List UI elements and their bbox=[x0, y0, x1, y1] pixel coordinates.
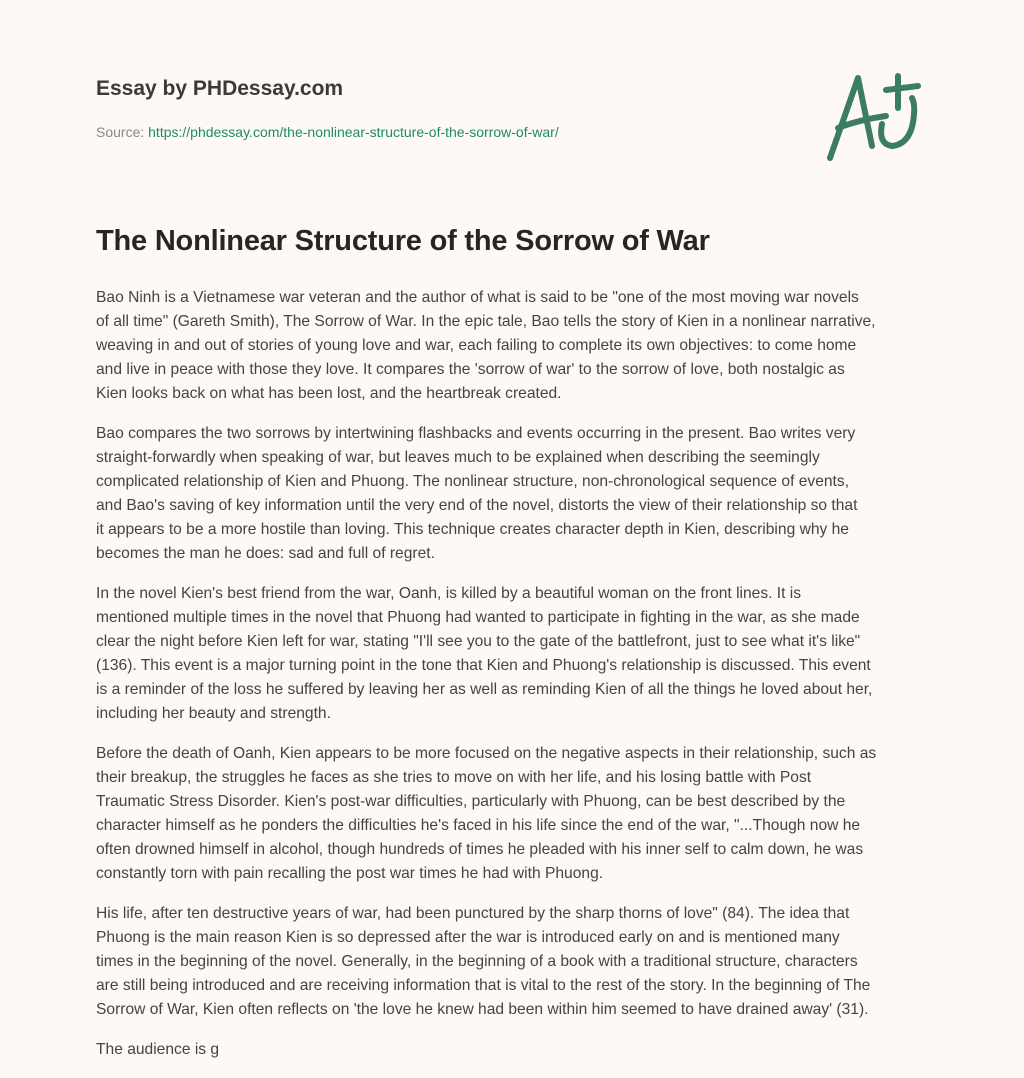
paragraph-line: are still being introduced and are receiving information that is vital to the rest of the story. In the beginning of The bbox=[96, 977, 871, 994]
paragraph-line: His life, after ten destructive years of war, had been punctured by the sharp thorns of love" (84). The idea that bbox=[96, 905, 850, 922]
article-body bbox=[96, 286, 956, 1078]
paragraph-line: weaving in and out of stories of young love and war, each failing to complete its own objectives: to come home bbox=[96, 337, 857, 354]
paragraph-line: and Bao's saving of key information until the very end of the novel, distorts the view of their relationship so that bbox=[96, 497, 858, 514]
article-paragraph bbox=[96, 286, 956, 406]
paragraph-line: Sorrow of War, Kien often reflects on 'the love he knew had been within him seemed to have drained away' (31). bbox=[96, 1001, 869, 1018]
paragraph-line: complicated relationship of Kien and Phuong. The nonlinear structure, non-chronological sequence of events, bbox=[96, 473, 850, 490]
paragraph-line: their breakup, the struggles he faces as she tries to move on with her life, and his losing battle with Post bbox=[96, 769, 812, 786]
paragraph-line: straight-forwardly when speaking of war, but leaves much to be explained when describing the seemingly bbox=[96, 449, 820, 466]
paragraph-line: Bao compares the two sorrows by intertwining flashbacks and events occurring in the present. Bao writes very bbox=[96, 425, 856, 442]
paragraph-line: (136). This event is a major turning point in the tone that Kien and Phuong's relationship is discussed. This event bbox=[96, 657, 871, 674]
paragraph-line: is a reminder of the loss he suffered by leaving her as well as reminding Kien of all the things he loved about her, bbox=[96, 681, 873, 698]
paragraph-line: Phuong is the main reason Kien is so depressed after the war is introduced early on and is mentioned many bbox=[96, 929, 840, 946]
article-paragraph bbox=[96, 742, 956, 886]
article-title: The Nonlinear Structure of the Sorrow of War bbox=[96, 225, 710, 257]
article-paragraph bbox=[96, 902, 956, 1022]
source-link[interactable]: https://phdessay.com/the-nonlinear-structure-of-the-sorrow-of-war/ bbox=[148, 124, 559, 140]
paragraph-line: often drowned himself in alcohol, though hundreds of times he pleaded with his inner self to calm down, he was bbox=[96, 841, 864, 858]
paragraph-line: Bao Ninh is a Vietnamese war veteran and the author of what is said to be "one of the most moving war novels bbox=[96, 289, 859, 306]
paragraph-line: it appears to be a more hostile than loving. This technique creates character depth in Kien, describing why he bbox=[96, 521, 849, 538]
paragraph-line: Traumatic Stress Disorder. Kien's post-war difficulties, particularly with Phuong, can be best described by the bbox=[96, 793, 846, 810]
paragraph-line: clear the night before Kien left for war, stating "I'll see you to the gate of the battlefront, just to see what it's like" bbox=[96, 633, 861, 650]
paragraph-line: The audience is g bbox=[96, 1041, 220, 1058]
paragraph-line: of all time" (Gareth Smith), The Sorrow of War. In the epic tale, Bao tells the story of Kien in a nonlinear narrative, bbox=[96, 313, 876, 330]
paragraph-line: In the novel Kien's best friend from the war, Oanh, is killed by a beautiful woman on the front lines. It is bbox=[96, 585, 802, 602]
paragraph-line: and live in peace with those they love. It compares the 'sorrow of war' to the sorrow of love, both nostalgic as bbox=[96, 361, 845, 378]
paragraph-line: mentioned multiple times in the novel that Phuong had wanted to participate in fighting in the war, as she made bbox=[96, 609, 860, 626]
paragraph-line: including her beauty and strength. bbox=[96, 705, 331, 722]
paragraph-line: Before the death of Oanh, Kien appears to be more focused on the negative aspects in their relationship, such as bbox=[96, 745, 877, 762]
paragraph-line: Kien looks back on what has been lost, and the heartbreak created. bbox=[96, 385, 562, 402]
paragraph-line: times in the beginning of the novel. Generally, in the beginning of a book with a traditional structure, characters bbox=[96, 953, 858, 970]
a-plus-logo-icon bbox=[820, 66, 930, 166]
paragraph-line: constantly torn with pain recalling the post war times he had with Phuong. bbox=[96, 865, 604, 882]
paragraph-line: character himself as he ponders the difficulties he's faced in his life since the end of the war, "...Though now he bbox=[96, 817, 861, 834]
article-paragraph bbox=[96, 422, 956, 566]
source-line bbox=[96, 124, 559, 140]
site-brand: Essay by PHDessay.com bbox=[96, 77, 344, 100]
article-paragraph bbox=[96, 1038, 956, 1062]
paragraph-line: becomes the man he does: sad and full of regret. bbox=[96, 545, 435, 562]
article-paragraph bbox=[96, 582, 956, 726]
source-label: Source: bbox=[96, 124, 145, 140]
